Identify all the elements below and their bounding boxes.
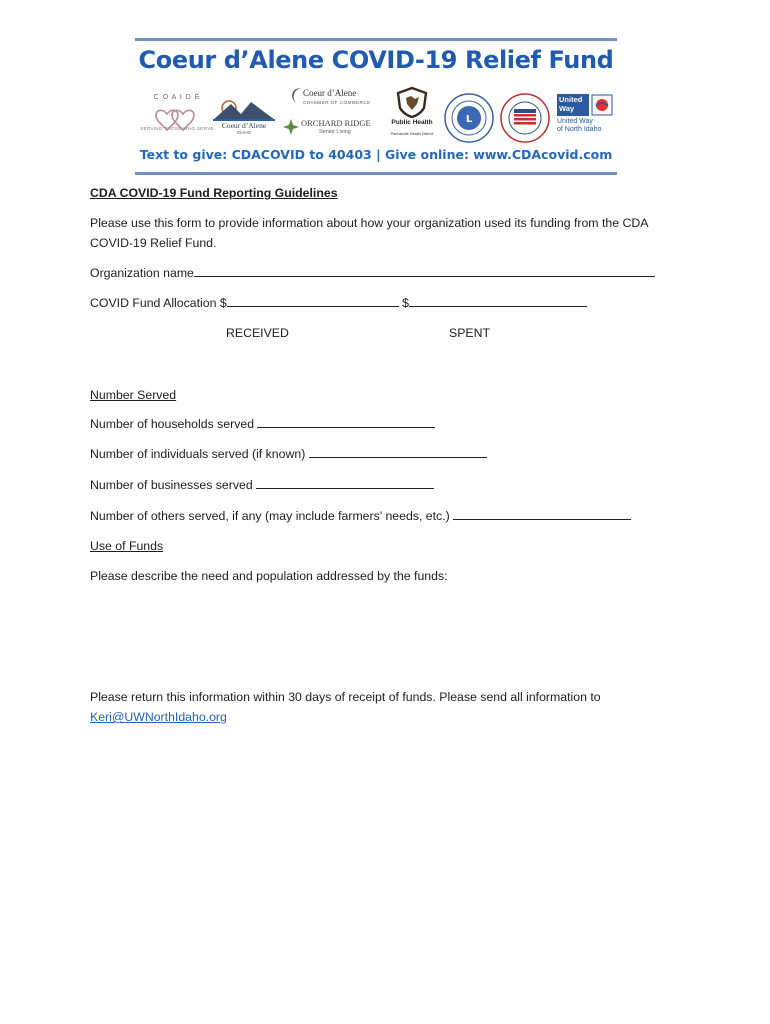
businesses-label: Number of businesses served [90, 478, 253, 492]
relief-fund-banner [135, 38, 617, 176]
individuals-label: Number of individuals served (if known) [90, 447, 306, 461]
businesses-row [90, 476, 434, 495]
public-health-name: Public Health [391, 119, 433, 126]
coaide-caption: SERVING THOSE WHO SERVE [140, 126, 214, 131]
others-served-field[interactable] [453, 508, 631, 520]
number-served-heading: Number Served [90, 388, 177, 402]
describe-need-prompt: Please describe the need and population addressed by the funds: [90, 569, 448, 583]
circular-emblem-logo-1 [443, 92, 495, 144]
public-health-caption: Panhandle Health District [390, 132, 434, 136]
intro-text-line-1: Please use this form to provide information about how your organization used its funding from the CDA [90, 216, 649, 230]
organization-name-label: Organization name [90, 266, 194, 280]
cda-city-state: IDAHO [236, 130, 252, 135]
organization-name-row [90, 264, 655, 283]
return-instructions: Please return this information within 30 days of receipt of funds. Please send all information to [90, 690, 601, 704]
cda-city-name: Coeur d’Alene [221, 121, 267, 130]
fund-spent-dollar-sign: $ [402, 296, 409, 310]
spent-caption: SPENT [449, 326, 490, 340]
united-way-name-line1: United Way [557, 118, 593, 125]
contact-email-link[interactable]: Keri@UWNorthIdaho.org [90, 710, 227, 724]
circular-emblem-logo-2 [499, 92, 551, 144]
individuals-row [90, 445, 487, 464]
use-of-funds-heading: Use of Funds [90, 539, 164, 553]
chamber-name: Coeur d’Alene [303, 88, 357, 98]
orchard-ridge-caption: Senior Living [319, 129, 351, 135]
organization-name-field[interactable] [194, 265, 655, 277]
contact-email-row [90, 708, 227, 727]
coaide-name: C O A I D E [153, 94, 201, 101]
svg-text:L: L [465, 114, 473, 125]
households-label: Number of households served [90, 417, 255, 431]
others-served-label: Number of others served, if any (may include farmers’ needs, etc.) [90, 509, 450, 523]
banner-top-rule [135, 38, 617, 41]
households-field[interactable] [257, 416, 435, 428]
public-health-shield-logo [395, 86, 429, 118]
households-row [90, 415, 435, 434]
banner-tagline: Text to give: CDACOVID to 40403 | Give online: www.CDAcovid.com [139, 147, 613, 162]
united-way-badge-line2: Way [559, 104, 575, 113]
united-way-hand-icon [591, 94, 613, 116]
fund-received-field[interactable] [227, 295, 399, 307]
intro-text-line-2: COVID-19 Relief Fund. [90, 236, 217, 250]
fund-spent-field[interactable] [409, 295, 587, 307]
others-served-row [90, 507, 631, 526]
fund-allocation-label: COVID Fund Allocation $ [90, 296, 227, 310]
united-way-badge-line1: United [559, 95, 583, 104]
orchard-ridge-name: ORCHARD RIDGE [301, 118, 371, 128]
banner-title: Coeur d’Alene COVID-19 Relief Fund [138, 46, 614, 74]
businesses-field[interactable] [256, 477, 434, 489]
individuals-field[interactable] [309, 446, 487, 458]
form-heading: CDA COVID-19 Fund Reporting Guidelines [90, 186, 338, 200]
orchard-ridge-leaf-icon [281, 117, 301, 137]
banner-bottom-rule [135, 172, 617, 175]
fund-allocation-row [90, 294, 587, 313]
received-caption: RECEIVED [226, 326, 289, 340]
united-way-name-line2: of North Idaho [557, 126, 602, 133]
chamber-caption: CHAMBER OF COMMERCE [303, 100, 371, 105]
